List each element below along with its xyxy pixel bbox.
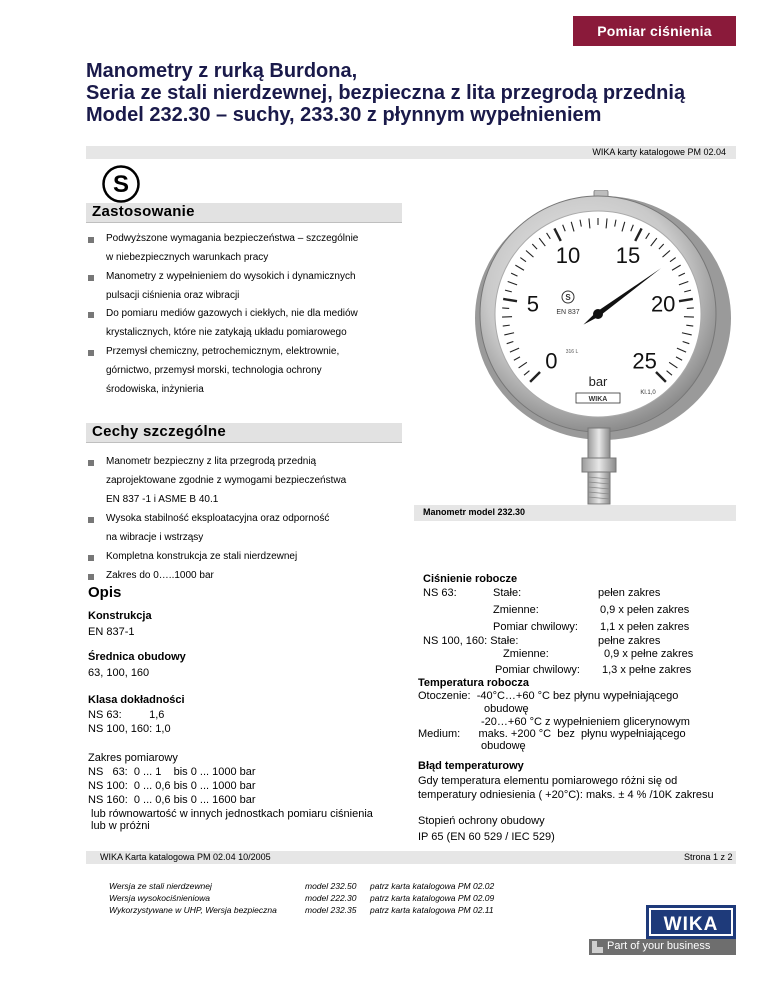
gauge-hex-nut — [582, 458, 616, 472]
gauge-standard-label: EN 837 — [556, 309, 580, 316]
list-item: Podwyższone wymagania bezpieczeństwa – szczególnie — [106, 233, 359, 244]
bullet-icon — [88, 275, 94, 281]
slogan-bar — [589, 939, 736, 955]
klasa-line: NS 100, 160: 1,0 — [88, 723, 171, 735]
zakres-line: NS 160: 0 ... 0,6 bis 0 ... 1600 bar — [88, 794, 256, 806]
klasa-line: NS 63: 1,6 — [88, 709, 165, 721]
list-item: pulsacji ciśnienia oraz wibracji — [106, 290, 240, 301]
list-item: Manometr bezpieczny z lita przegrodą przednią — [106, 456, 317, 467]
cisnienie-ns100: NS 100, 160: Stałe: — [423, 635, 519, 647]
srednica-value: 63, 100, 160 — [88, 667, 150, 679]
version-ref: patrz karta katalogowa PM 02.02 — [370, 881, 495, 891]
gauge-unit-label: bar — [588, 374, 608, 389]
zastosowanie-heading: Zastosowanie — [92, 203, 195, 220]
srednica-heading: Średnica obudowy — [88, 651, 186, 663]
blad-heading: Błąd temperaturowy — [418, 760, 524, 772]
konstrukcja-value: EN 837-1 — [88, 626, 135, 638]
blad-line: Gdy temperatura elementu pomiarowego różni się od — [418, 775, 678, 787]
image-caption: Manometr model 232.30 — [423, 507, 526, 517]
category-tab: Pomiar ciśnienia — [573, 16, 736, 46]
version-model: model 232.50 — [305, 881, 357, 891]
pressure-gauge-image — [470, 190, 732, 506]
title-line-2: Seria ze stali nierdzewnej, bezpieczna z lita przegrodą przednią — [86, 82, 686, 104]
temperatura-line: Otoczenie: -40°C…+60 °C bez płynu wypełniającego — [418, 690, 679, 702]
footer-catalog: WIKA Karta katalogowa PM 02.04 10/2005 — [100, 852, 271, 862]
cisnienie-stale-value: pełen zakres — [598, 587, 661, 599]
bullet-icon — [88, 312, 94, 318]
cisnienie-zmienne: Zmienne: — [493, 604, 539, 616]
bullet-icon — [88, 460, 94, 466]
temperatura-line: -20…+60 °C z wypełnieniem glicerynowym — [481, 716, 690, 728]
cisnienie-stale2-value: pełne zakres — [598, 635, 661, 647]
bullet-icon — [88, 555, 94, 561]
bullet-icon — [88, 517, 94, 523]
list-item: środowiska, inżynieria — [106, 384, 204, 395]
gauge-brand-label: WIKA — [588, 396, 608, 403]
ochrona-value: IP 65 (EN 60 529 / IEC 529) — [418, 831, 555, 843]
gauge-scale-label: 10 — [555, 243, 581, 269]
klasa-heading: Klasa dokładności — [88, 694, 185, 706]
cisnienie-chwilowy2-value: 1,3 x pełne zakres — [602, 664, 692, 676]
slogan-text: Part of your business — [607, 940, 711, 952]
blad-line: temperatury odniesienia ( +20°C): maks. ± 4 % /10K zakresu — [418, 789, 714, 801]
cisnienie-chwilowy2: Pomiar chwilowy: — [495, 664, 580, 676]
zakres-line: lub równowartość w innych jednostkach pomiaru ciśnienia — [88, 808, 373, 820]
cisnienie-zmienne2-value: 0,9 x pełne zakres — [604, 648, 694, 660]
cisnienie-zmienne2: Zmienne: — [503, 648, 549, 660]
gauge-scale-label: 25 — [632, 348, 657, 374]
list-item: Przemysł chemiczny, petrochemicznym, elektrownie, — [106, 346, 340, 357]
wika-logo-text: WIKA — [663, 914, 719, 935]
cisnienie-chwilowy: Pomiar chwilowy: — [493, 621, 578, 633]
bullet-icon — [88, 237, 94, 243]
catalog-reference-bar — [86, 146, 736, 159]
version-name: Wersja wysokociśnieniowa — [109, 893, 210, 903]
gauge-scale-label: 20 — [650, 291, 676, 317]
temperatura-heading: Temperatura robocza — [418, 677, 530, 689]
zakres-line: NS 100: 0 ... 0,6 bis 0 ... 1000 bar — [88, 780, 256, 792]
version-ref: patrz karta katalogowa PM 02.11 — [370, 905, 494, 915]
catalog-reference: WIKA karty katalogowe PM 02.04 — [592, 147, 726, 157]
gauge-material-label: 316 L — [565, 349, 579, 355]
list-item: Zakres do 0…..1000 bar — [106, 570, 214, 581]
list-item: Manometry z wypełnieniem do wysokich i dynamicznych — [106, 271, 356, 282]
safety-s-icon — [101, 164, 141, 204]
list-item: górnictwo, przemysł morski, technologia ochrony — [106, 365, 322, 376]
list-item: na wibracje i wstrząsy — [106, 532, 204, 543]
version-model: model 222.30 — [305, 893, 357, 903]
wika-logo — [646, 905, 736, 939]
zakres-line: lub w próżni — [88, 820, 150, 832]
konstrukcja-heading: Konstrukcja — [88, 610, 152, 622]
list-item: zaprojektowane zgodnie z wymogami bezpieczeństwa — [106, 475, 347, 486]
temperatura-line: obudowę — [484, 703, 529, 715]
gauge-class-label: Kl.1,0 — [640, 390, 656, 396]
cisnienie-stale: Stałe: — [493, 587, 522, 599]
bullet-icon — [88, 574, 94, 580]
list-item: Do pomiaru mediów gazowych i ciekłych, nie dla mediów — [106, 308, 358, 319]
gauge-s-symbol: S — [565, 293, 571, 302]
cisnienie-ns63: NS 63: — [423, 587, 457, 599]
temperatura-line: Medium: maks. +200 °C bez płynu wypełniającego — [418, 728, 686, 740]
zakres-heading: Zakres pomiarowy — [88, 752, 178, 764]
list-item: EN 837 -1 i ASME B 40.1 — [106, 494, 219, 505]
cechy-heading: Cechy szczególne — [92, 423, 227, 440]
list-item: Wysoka stabilność eksploatacyjna oraz odporność — [106, 513, 330, 524]
ochrona-heading: Stopień ochrony obudowy — [418, 815, 545, 827]
version-name: Wykorzystywane w UHP, Wersja bezpieczna — [109, 905, 277, 915]
version-ref: patrz karta katalogowa PM 02.09 — [370, 893, 495, 903]
title-line-1: Manometry z rurką Burdona, — [86, 60, 358, 82]
gauge-scale-label: 5 — [526, 291, 539, 317]
list-item: krystalicznych, które nie zatykają układu pomiarowego — [106, 327, 347, 338]
list-item: w niebezpiecznych warunkach pracy — [106, 252, 269, 263]
cisnienie-zmienne-value: 0,9 x pełen zakres — [600, 604, 690, 616]
opis-heading: Opis — [88, 584, 122, 601]
gauge-scale-label: 15 — [615, 243, 641, 269]
title-line-3: Model 232.30 – suchy, 233.30 z płynnym wypełnieniem — [86, 104, 602, 126]
part-icon — [592, 941, 603, 953]
list-item: Kompletna konstrukcja ze stali nierdzewnej — [106, 551, 298, 562]
page-title — [86, 60, 685, 126]
cisnienie-heading: Ciśnienie robocze — [423, 573, 518, 585]
version-name: Wersja ze stali nierdzewnej — [109, 881, 212, 891]
zakres-line: NS 63: 0 ... 1 bis 0 ... 1000 bar — [88, 766, 256, 778]
s-mark-text: S — [112, 171, 130, 198]
cisnienie-chwilowy-value: 1,1 x pełen zakres — [600, 621, 690, 633]
bullet-icon — [88, 350, 94, 356]
footer-page-number: Strona 1 z 2 — [684, 852, 733, 862]
version-model: model 232.35 — [305, 905, 357, 915]
temperatura-line: obudowę — [481, 740, 526, 752]
gauge-scale-label: 0 — [545, 348, 558, 374]
